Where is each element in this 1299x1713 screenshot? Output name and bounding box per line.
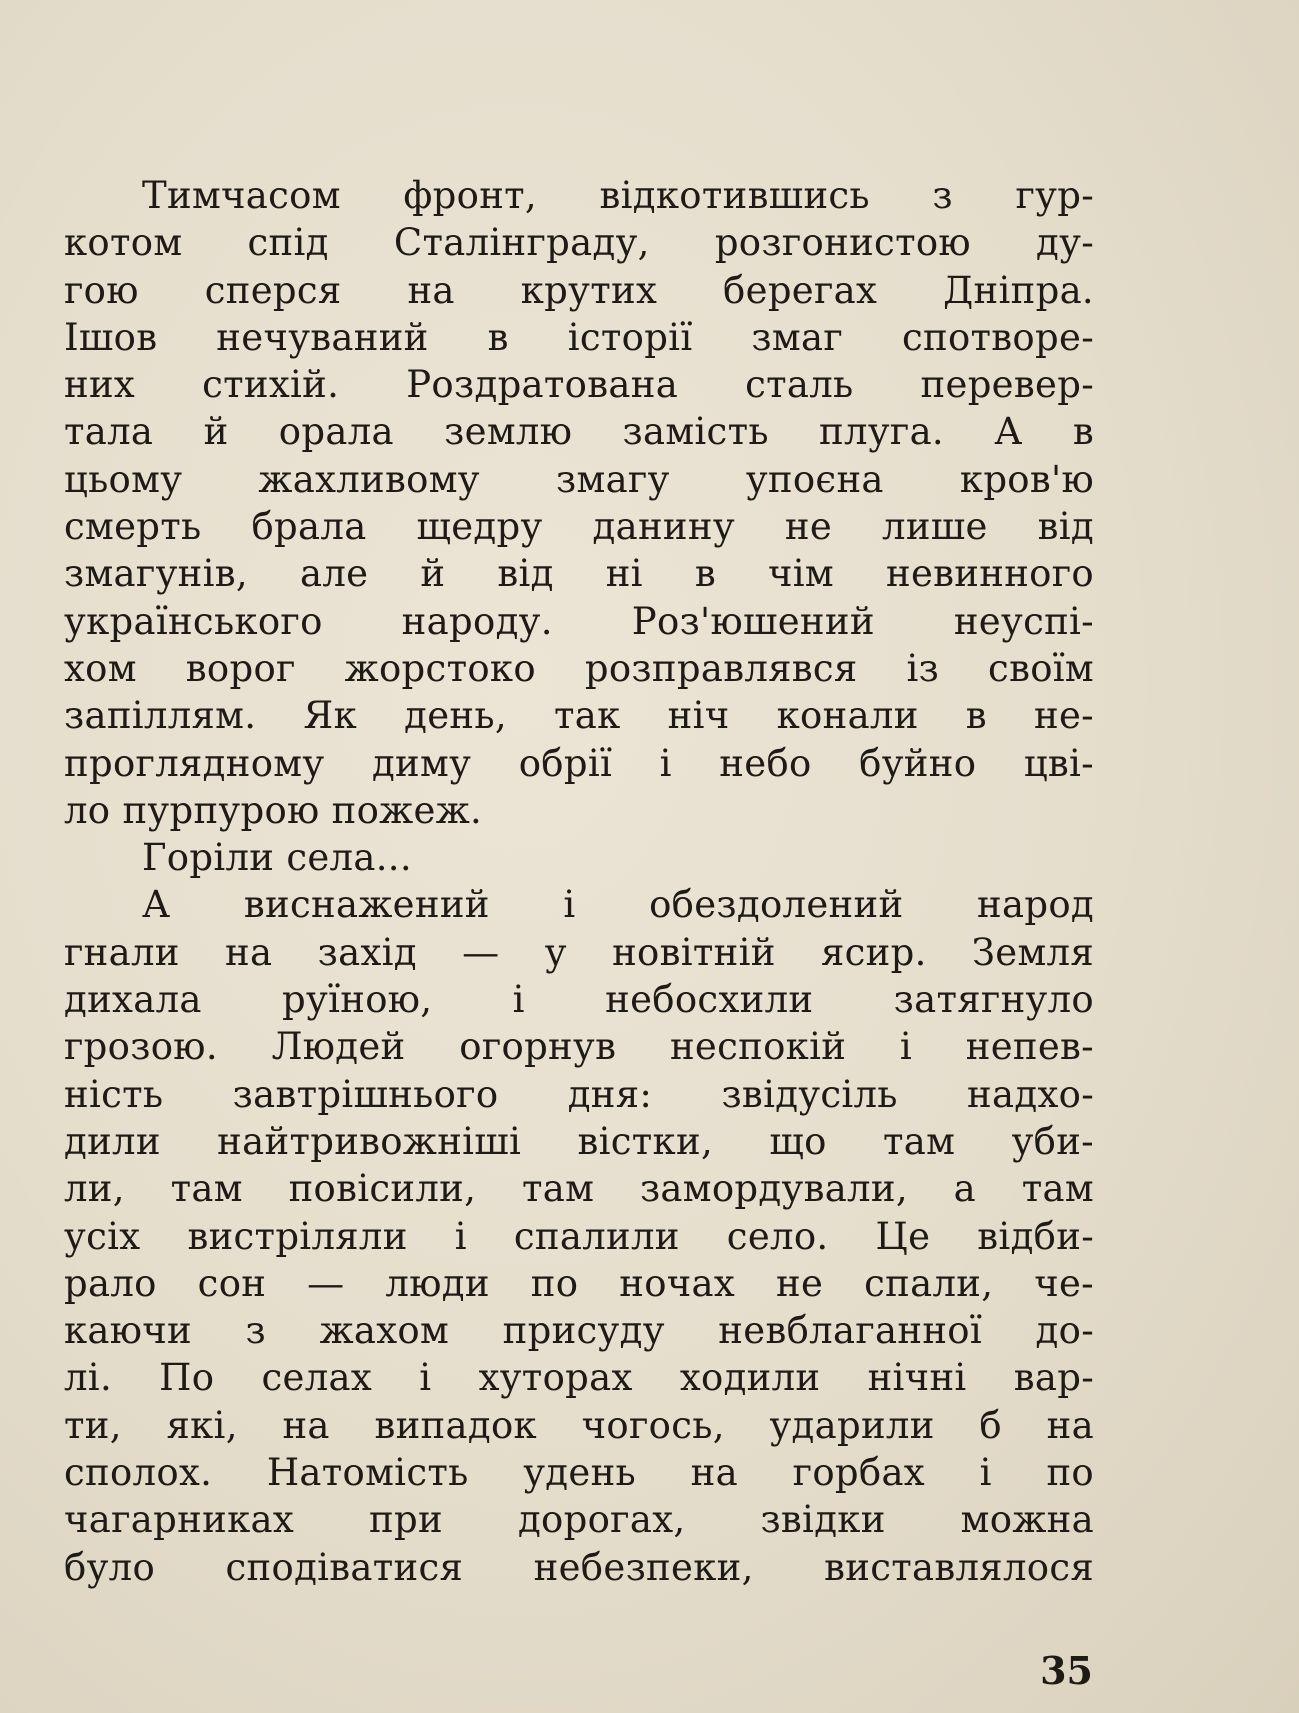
text-line: каючи з жахом присуду невблаганної до- bbox=[64, 1309, 1094, 1353]
text-line: рало сон — люди по ночах не спали, че- bbox=[64, 1261, 1094, 1305]
text-line: ло пурпурою пожеж. bbox=[64, 788, 483, 832]
page-text bbox=[64, 172, 1094, 1591]
text-line: змагунів, але й від ні в чім невинного bbox=[64, 552, 1094, 596]
text-line: гою сперся на крутих берегах Дніпра. bbox=[64, 268, 1094, 312]
text-line: грозою. Людей огорнув неспокій і непев- bbox=[64, 1025, 1094, 1069]
text-line: гнали на захід — у новітній ясир. Земля bbox=[64, 930, 1094, 974]
text-line: Ішов нечуваний в історії змаг спотворе- bbox=[64, 315, 1094, 359]
page-number: 35 bbox=[1040, 1648, 1093, 1693]
text-line: українського народу. Роз'юшений неуспі- bbox=[64, 599, 1094, 643]
text-line: цьому жахливому змагу упоєна кров'ю bbox=[64, 457, 1094, 501]
text-line: них стихій. Роздратована сталь перевер- bbox=[64, 363, 1094, 407]
text-line: А виснажений і обездолений народ bbox=[142, 883, 1094, 927]
text-line: Тимчасом фронт, відкотившись з гур- bbox=[142, 174, 1094, 217]
text-line: ність завтрішнього дня: звідусіль надхо- bbox=[64, 1072, 1094, 1116]
text-line: проглядному диму обрії і небо буйно цві- bbox=[64, 741, 1094, 785]
text-line: було сподіватися небезпеки, виставлялося bbox=[64, 1545, 1094, 1589]
text-line: ли, там повісили, там замордували, а там bbox=[64, 1167, 1094, 1211]
text-line: ти, які, на випадок чогось, ударили б на bbox=[64, 1403, 1094, 1447]
text-line: сполох. Натомість удень на горбах і по bbox=[64, 1451, 1094, 1495]
text-line: лі. По селах і хуторах ходили нічні вар- bbox=[64, 1356, 1094, 1400]
text-line: Горіли села... bbox=[142, 836, 412, 880]
text-line: чагарниках при дорогах, звідки можна bbox=[64, 1498, 1094, 1542]
text-line: дихала руїною, і небосхили затягнуло bbox=[64, 978, 1094, 1022]
text-line: дили найтривожніші вістки, що там уби- bbox=[64, 1119, 1094, 1163]
text-line: усіх вистріляли і спалили село. Це відби- bbox=[64, 1214, 1094, 1258]
text-line: котом спід Сталінграду, розгонистою ду- bbox=[64, 221, 1094, 265]
text-line: смерть брала щедру данину не лише від bbox=[64, 505, 1094, 549]
text-line: тала й орала землю замість плуга. А в bbox=[64, 410, 1094, 454]
text-line: запіллям. Як день, так ніч конали в не- bbox=[64, 694, 1094, 738]
text-line: хом ворог жорстоко розправлявся із своїм bbox=[64, 646, 1094, 690]
